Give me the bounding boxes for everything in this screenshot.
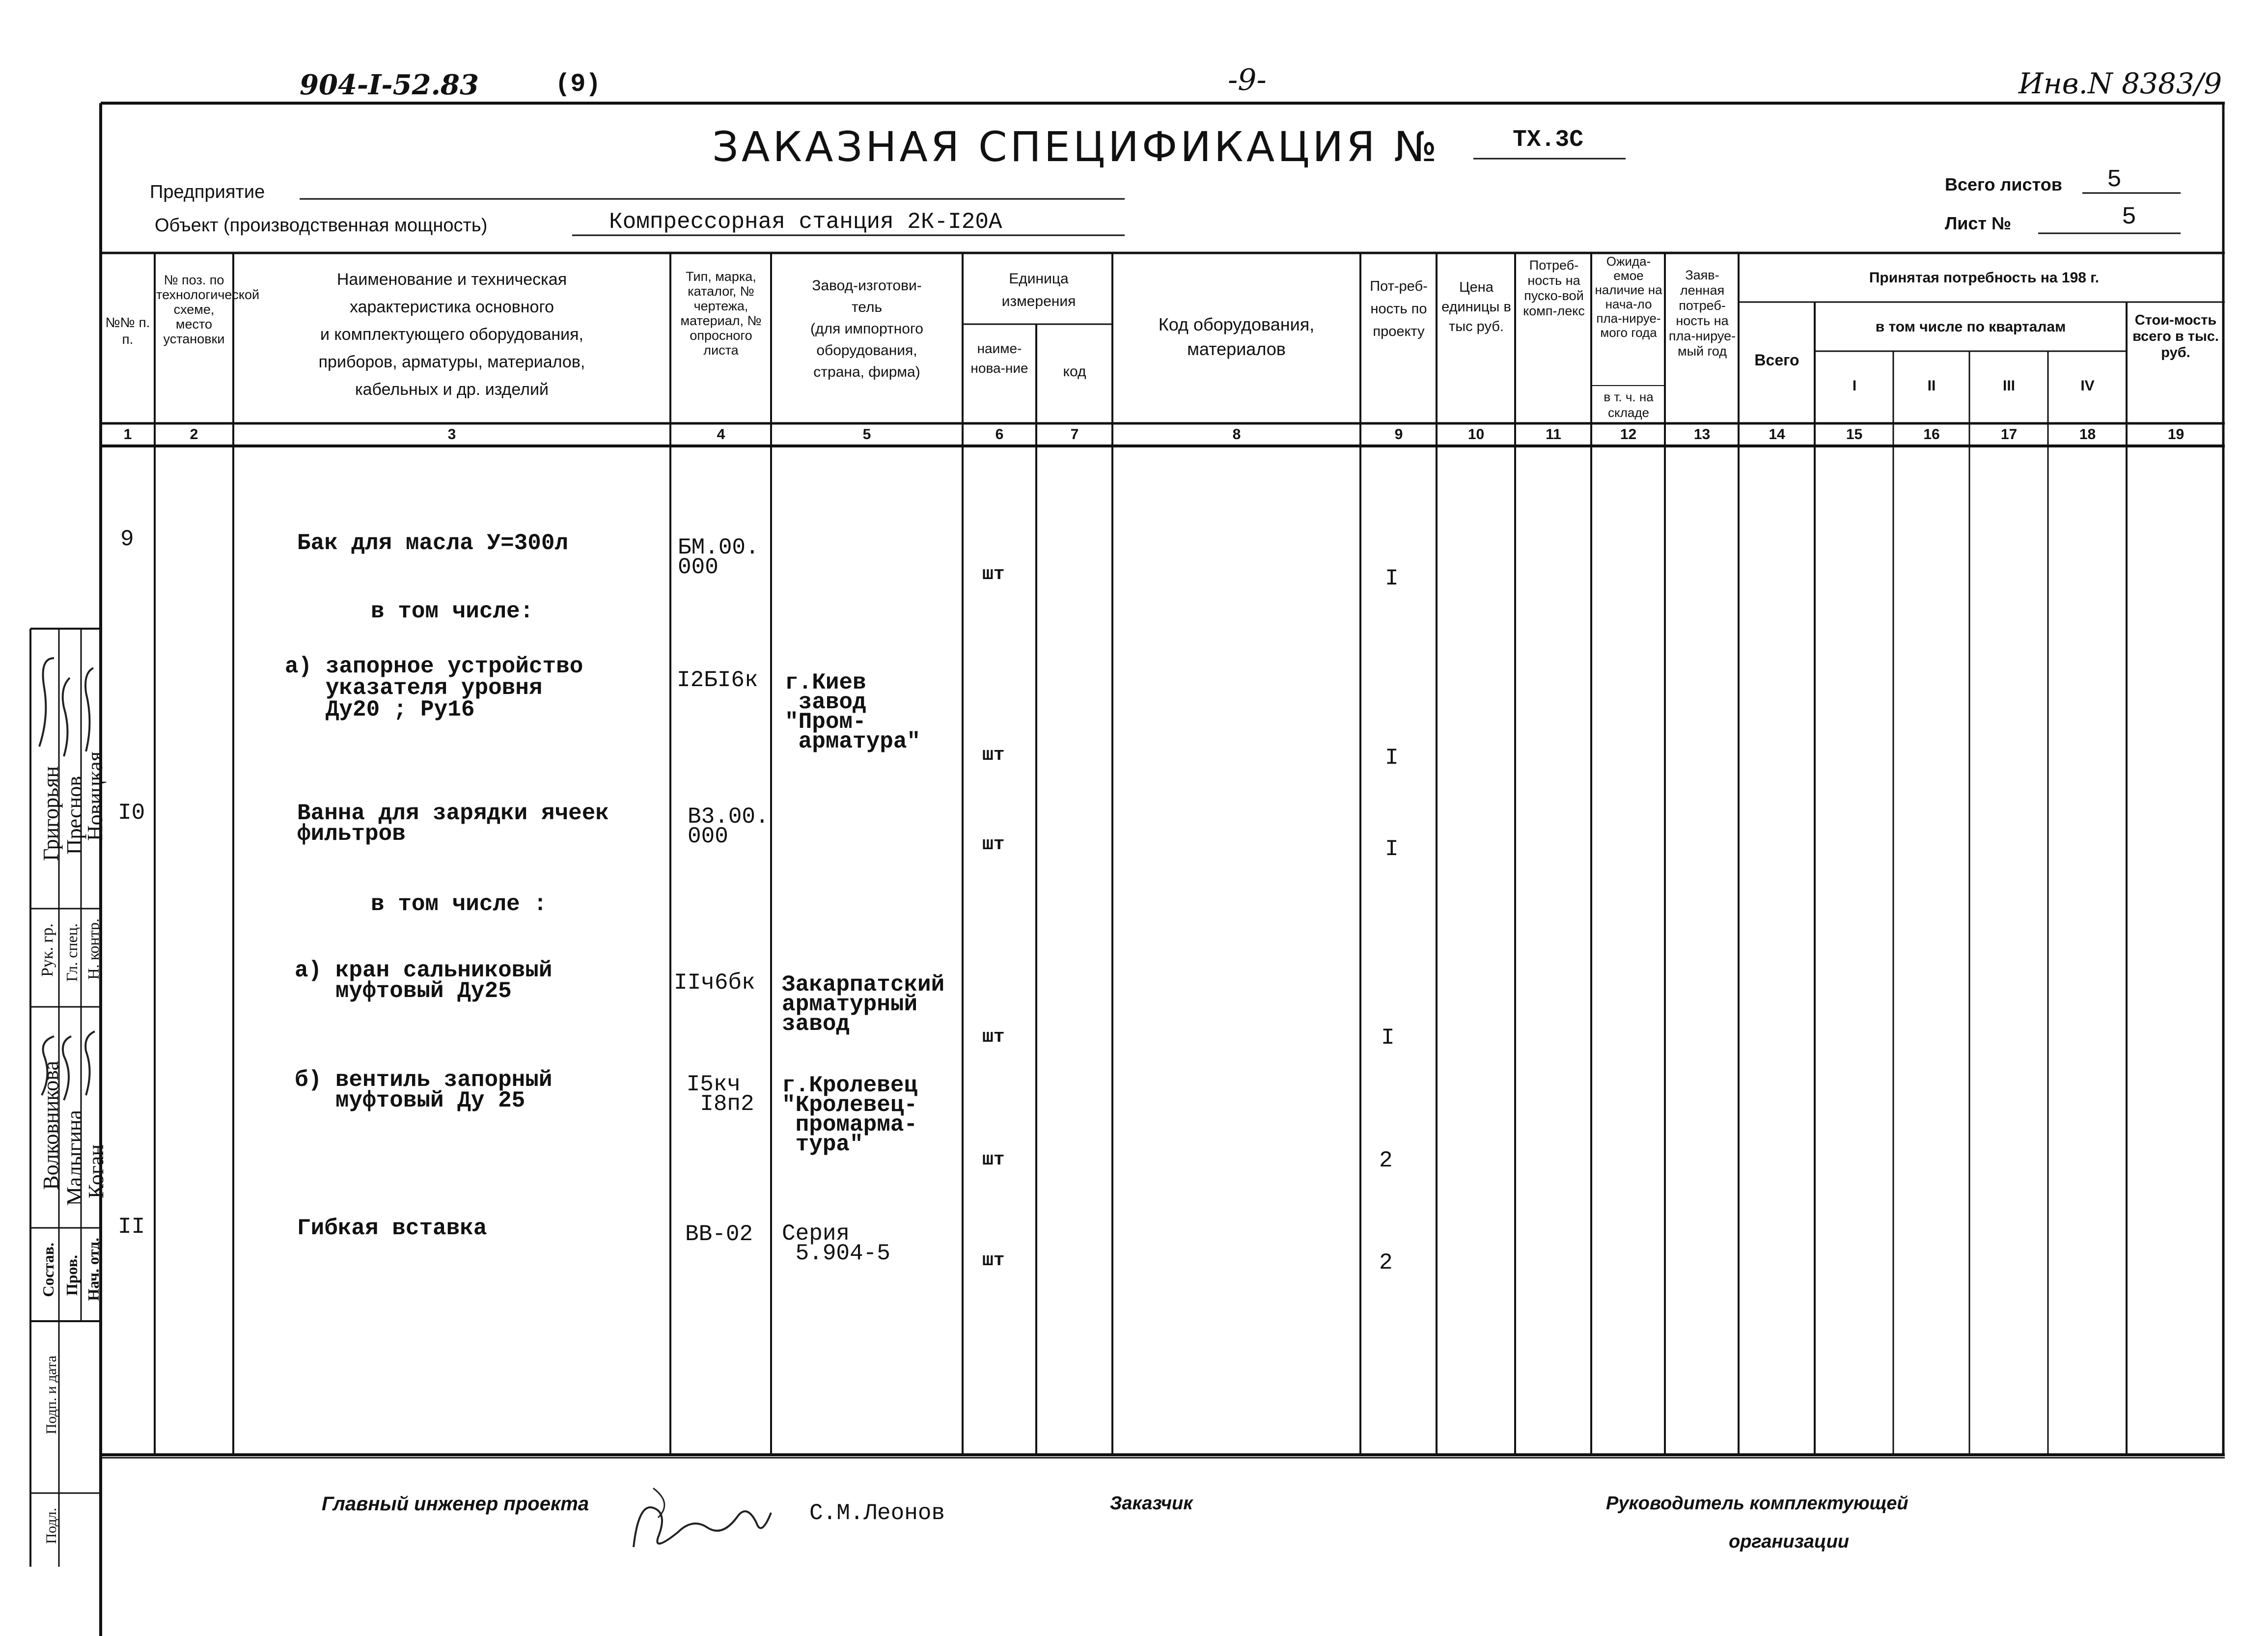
col-num-15: 15 [1846, 426, 1863, 443]
row-9a-need: I [1385, 745, 1399, 771]
stamp-kogan: Коган [84, 1144, 108, 1199]
col-19-header: Стои-мость всего в тыс. руб. [2132, 312, 2219, 360]
stamp-signatures [29, 638, 103, 1130]
col-num-3: 3 [447, 426, 456, 443]
total-sheets-label: Всего листов [1945, 174, 2062, 194]
customer-label: Заказчик [1110, 1493, 1193, 1514]
row-10b-type: I5кч I8п2 [686, 1072, 754, 1117]
row-9-pp: 9 [120, 527, 134, 552]
col-num-12: 12 [1620, 426, 1637, 443]
col-num-1: 1 [123, 426, 132, 443]
row-10-type: В3.00. 000 [688, 804, 769, 849]
col-17-header: III [2002, 378, 2015, 394]
supplier-label-1: Руководитель комплектующей [1606, 1493, 1908, 1514]
stamp-podl: Подл. [43, 1508, 59, 1544]
col-16-header: II [1927, 378, 1936, 394]
row-11-plant: Серия 5.904-5 [782, 1221, 890, 1266]
row-10-pp: I0 [118, 800, 145, 826]
row-10-need: I [1385, 836, 1399, 862]
object-label: Объект (производственная мощность) [155, 215, 488, 236]
col-5-header [774, 277, 960, 381]
col-13-header: Заяв-ленная потреб-ность на пла-нируе-мый год [1668, 268, 1736, 359]
stamp-presnov: Преснов [62, 776, 86, 855]
col-3-line-4: приборов, арматуры, материалов, [318, 353, 585, 371]
col-9-header: Пот-реб-ность по проекту [1370, 278, 1428, 339]
col-num-16: 16 [1923, 426, 1940, 443]
col-3-header [236, 269, 668, 400]
chief-engineer-name: С.М.Леонов [809, 1500, 945, 1526]
row-9-name: Бак для масла У=300л [297, 530, 569, 556]
stamp-prov: Пров. [63, 1255, 81, 1296]
col-1-header: №№ п. п. [105, 315, 150, 347]
col-num-2: 2 [190, 426, 198, 443]
col-5-line-5: страна, фирма) [813, 364, 920, 380]
col-num-18: 18 [2079, 426, 2096, 443]
col-num-17: 17 [2000, 426, 2018, 443]
sheet-label: Лист № [1945, 213, 2012, 233]
col-num-13: 13 [1693, 426, 1711, 443]
col-8-line-2: материалов [1187, 339, 1286, 359]
col-num-4: 4 [717, 426, 725, 443]
row-10a-plant: Закарпатский арматурный завод [782, 972, 945, 1037]
col-15-header: I [1852, 378, 1857, 394]
sheet-paren: (9) [555, 70, 601, 99]
stamp-novitskaya: Новицкая [83, 751, 107, 841]
col-3-line-2: характеристика основного [349, 298, 554, 316]
col-18-header: IV [2080, 378, 2095, 394]
doc-code: 904-I-52.83 [300, 69, 479, 101]
col-3-line-3: и комплектующего оборудования, [320, 325, 583, 344]
spec-number: ТХ.3С [1513, 127, 1584, 153]
row-11-unit: шт [982, 1250, 1005, 1271]
stamp-nach-otd: Нач. отд. [84, 1238, 102, 1301]
row-11-need: 2 [1379, 1250, 1393, 1276]
stamp-grigoryan: Григорьян [39, 766, 63, 861]
quarters-header: в том числе по кварталам [1875, 319, 2066, 335]
col-3-line-5: кабельных и др. изделий [355, 380, 549, 399]
stamp-n-kontr: Н. контр. [84, 918, 102, 980]
row-10b-need: 2 [1379, 1148, 1393, 1173]
col-14-header: Всего [1754, 351, 1799, 369]
col-12b-header: в т. ч. на складе [1604, 389, 1654, 420]
row-9-need: I [1385, 566, 1399, 591]
col-num-19: 19 [2167, 426, 2185, 443]
stamp-sostav: Состав. [39, 1243, 57, 1297]
accepted-header: Принятая потребность на 198 г. [1869, 270, 2100, 286]
col-5-line-4: оборудования, [816, 342, 917, 359]
stamp-podp-data: Подп. и дата [43, 1356, 59, 1435]
row-10b-plant: г.Кролевец "Кролевец- промарма- тура" [782, 1073, 918, 1157]
row-10a-unit: шт [982, 1026, 1005, 1048]
row-9a-plant: г.Киев завод "Пром- арматура" [785, 670, 921, 754]
enterprise-label: Предприятие [150, 182, 265, 202]
col-2-header: № поз. по технологической схеме, место установки [156, 273, 260, 346]
col-5-line-2: тель [851, 299, 883, 315]
chief-engineer-signature [624, 1478, 781, 1562]
col-11-header: Потреб-ность на пуско-вой комп-лекс [1523, 258, 1585, 318]
row-10a-need: I [1381, 1025, 1395, 1051]
row-10b-unit: шт [982, 1149, 1005, 1170]
col-5-line-1: Завод-изготови- [812, 277, 922, 294]
stamp-malygina: Малыгина [62, 1110, 86, 1206]
row-9-unit: шт [982, 564, 1005, 585]
col-7-header: код [1063, 363, 1086, 380]
col-4-header: Тип, марка, каталог, № чертежа, материал, № опросного листа [680, 269, 762, 358]
row-11-pp: II [118, 1214, 145, 1240]
col-num-8: 8 [1232, 426, 1241, 443]
col-num-14: 14 [1769, 426, 1785, 443]
stamp-ruk-gr: Рук. гр. [38, 923, 56, 977]
object-value: Компрессорная станция 2К-I20А [609, 209, 1002, 235]
row-10-unit: шт [982, 834, 1005, 855]
col-3-line-1: Наименование и техническая [336, 270, 567, 289]
row-11-name: Гибкая вставка [297, 1216, 487, 1241]
col-8-line-1: Код оборудования, [1158, 314, 1315, 334]
stamp-gl-spec: Гл. спец. [63, 923, 81, 982]
row-9-subheading: в том числе: [371, 599, 534, 624]
col-num-10: 10 [1467, 426, 1485, 443]
col-10-header: Цена единицы в тыс руб. [1441, 279, 1511, 334]
row-9a-name: а) запорное устройство указателя уровня Ду20 ; Ру16 [285, 654, 583, 722]
col-num-6: 6 [995, 426, 1004, 443]
row-11-type: ВВ-02 [685, 1221, 753, 1247]
row-9a-type: I2БI6к [677, 667, 758, 693]
row-10b-name: б) вентиль запорный муфтовый Ду 25 [295, 1067, 553, 1113]
row-10a-name: а) кран сальниковый муфтовый Ду25 [295, 958, 553, 1004]
row-9-type: БМ.00. 000 [678, 535, 759, 580]
page-number: -9- [1228, 63, 1267, 97]
col-num-9: 9 [1394, 426, 1403, 443]
row-9a-unit: шт [982, 745, 1005, 766]
stamp-volkovnik: Волковникова [39, 1061, 63, 1190]
col-num-7: 7 [1070, 426, 1079, 443]
col-num-5: 5 [862, 426, 871, 443]
supplier-label-2: организации [1729, 1531, 1849, 1552]
col-6-header: наиме-нова-ние [970, 341, 1028, 376]
col-67-header: Единица измерения [1001, 271, 1076, 309]
col-5-line-3: (для импортного [810, 321, 923, 337]
inventory-number: Инв.N 8383/9 [2019, 67, 2222, 100]
col-8-header [1115, 314, 1358, 360]
row-10-name: Ванна для зарядки ячеек фильтров [297, 801, 609, 847]
total-sheets-value: 5 [2107, 166, 2122, 194]
row-10-subheading: в том числе : [371, 891, 547, 917]
sheet-value: 5 [2122, 203, 2137, 231]
spec-title: ЗАКАЗНАЯ СПЕЦИФИКАЦИЯ № [712, 123, 1440, 171]
row-10a-type: IIч6бк [674, 970, 755, 996]
col-12-header: Ожида-емое наличие на нача-ло пла-нируе-мого года [1595, 254, 1662, 340]
col-num-11: 11 [1546, 426, 1561, 443]
chief-engineer-label: Главный инженер проекта [322, 1493, 589, 1515]
